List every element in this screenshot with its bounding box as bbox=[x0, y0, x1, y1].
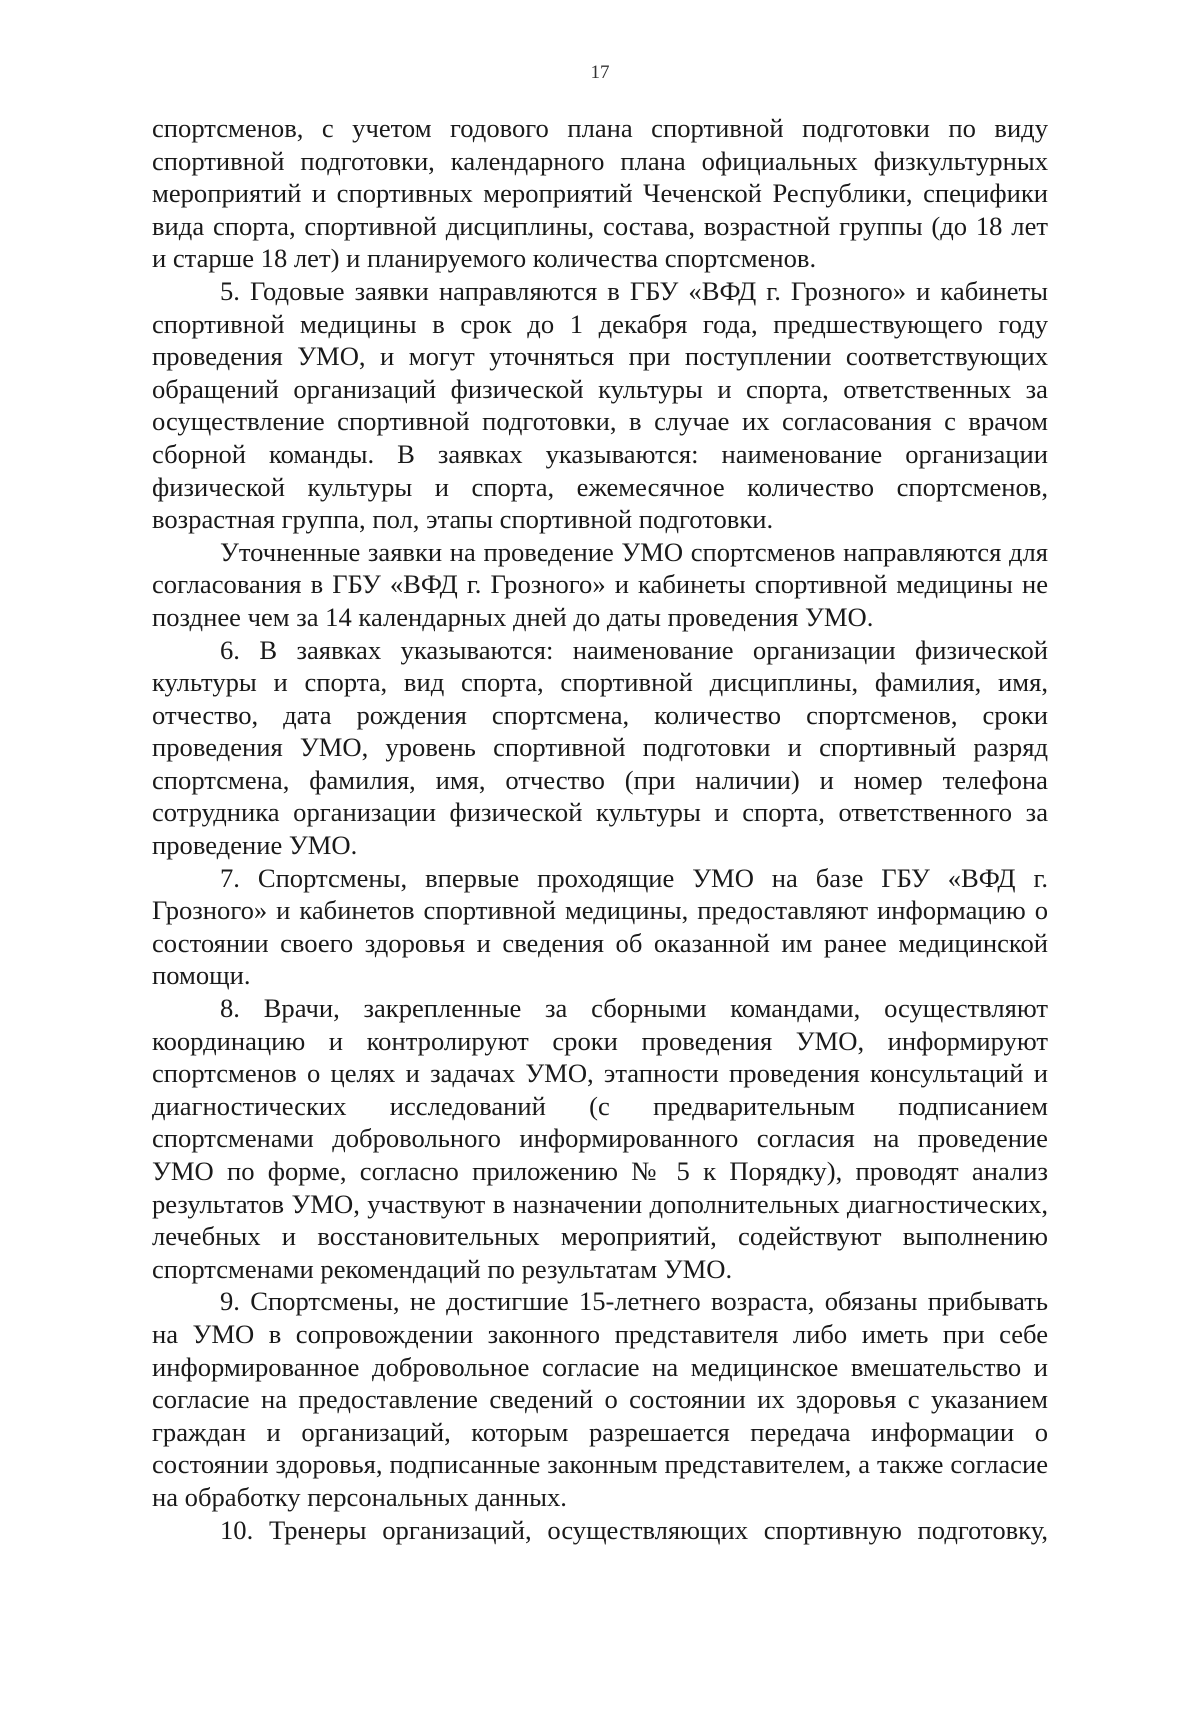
paragraph-5: 5. Годовые заявки направляются в ГБУ «ВФД г. Грозного» и кабинеты спортивной медицины в срок до 1 декабря года, предшествующего году проведения УМО, и могут уточняться при поступлении соответствующих обращений организаций физической культуры и спорта, ответственных за осуществление спортивной подготовки, в случае их согласования с врачом сборной команды. В заявках указываются: наименование организации физической культуры и спорта, ежемесячное количество спортсменов, возрастная группа, пол, этапы спортивной подготовки. bbox=[152, 275, 1048, 535]
paragraph-8: 8. Врачи, закрепленные за сборными командами, осуществляют координацию и контролируют сроки проведения УМО, информируют спортсменов о целях и задачах УМО, этапности проведения консультаций и диагностических исследований (с предварительным подписанием спортсменами добровольного информированного согласия на проведение УМО по форме, согласно приложению № 5 к Порядку), проводят анализ результатов УМО, участвуют в назначении дополнительных диагностических, лечебных и восстановительных мероприятий, содействуют выполнению спортсменами рекомендаций по результатам УМО. bbox=[152, 993, 1048, 1284]
paragraph-7: 7. Спортсмены, впервые проходящие УМО на базе ГБУ «ВФД г. Грозного» и кабинетов спортивной медицины, предоставляют информацию о состоянии своего здоровья и сведения об оказанной им ранее медицинской помощи. bbox=[152, 862, 1048, 991]
document-body bbox=[152, 112, 1048, 1546]
page-number: 17 bbox=[590, 62, 610, 83]
paragraph-10: 10. Тренеры организаций, осуществляющих спортивную подготовку, bbox=[220, 1514, 1048, 1545]
paragraph-9: 9. Спортсмены, не достигшие 15-летнего возраста, обязаны прибывать на УМО в сопровождении законного представителя либо иметь при себе информированное добровольное согласие на медицинское вмешательство и согласие на предоставление сведений о состоянии их здоровья с указанием граждан и организаций, которым разрешается передача информации о состоянии здоровья, подписанные законным представителем, а также согласие на обработку персональных данных. bbox=[152, 1286, 1048, 1512]
paragraph-5-clarified-requests: Уточненные заявки на проведение УМО спортсменов направляются для согласования в ГБУ «ВФД г. Грозного» и кабинеты спортивной медицины не позднее чем за 14 календарных дней до даты проведения УМО. bbox=[152, 536, 1048, 632]
paragraph-continuation: спортсменов, с учетом годового плана спортивной подготовки по виду спортивной подготовки, календарного плана официальных физкультурных мероприятий и спортивных мероприятий Чеченской Республики, специфики вида спорта, спортивной дисциплины, состава, возрастной группы (до 18 лет и старше 18 лет) и планируемого количества спортсменов. bbox=[152, 113, 1048, 274]
paragraph-6: 6. В заявках указываются: наименование организации физической культуры и спорта, вид спорта, спортивной дисциплины, фамилия, имя, отчество, дата рождения спортсмена, количество спортсменов, сроки проведения УМО, уровень спортивной подготовки и спортивный разряд спортсмена, фамилия, имя, отчество (при наличии) и номер телефона сотрудника организации физической культуры и спорта, ответственного за проведение УМО. bbox=[152, 634, 1048, 861]
